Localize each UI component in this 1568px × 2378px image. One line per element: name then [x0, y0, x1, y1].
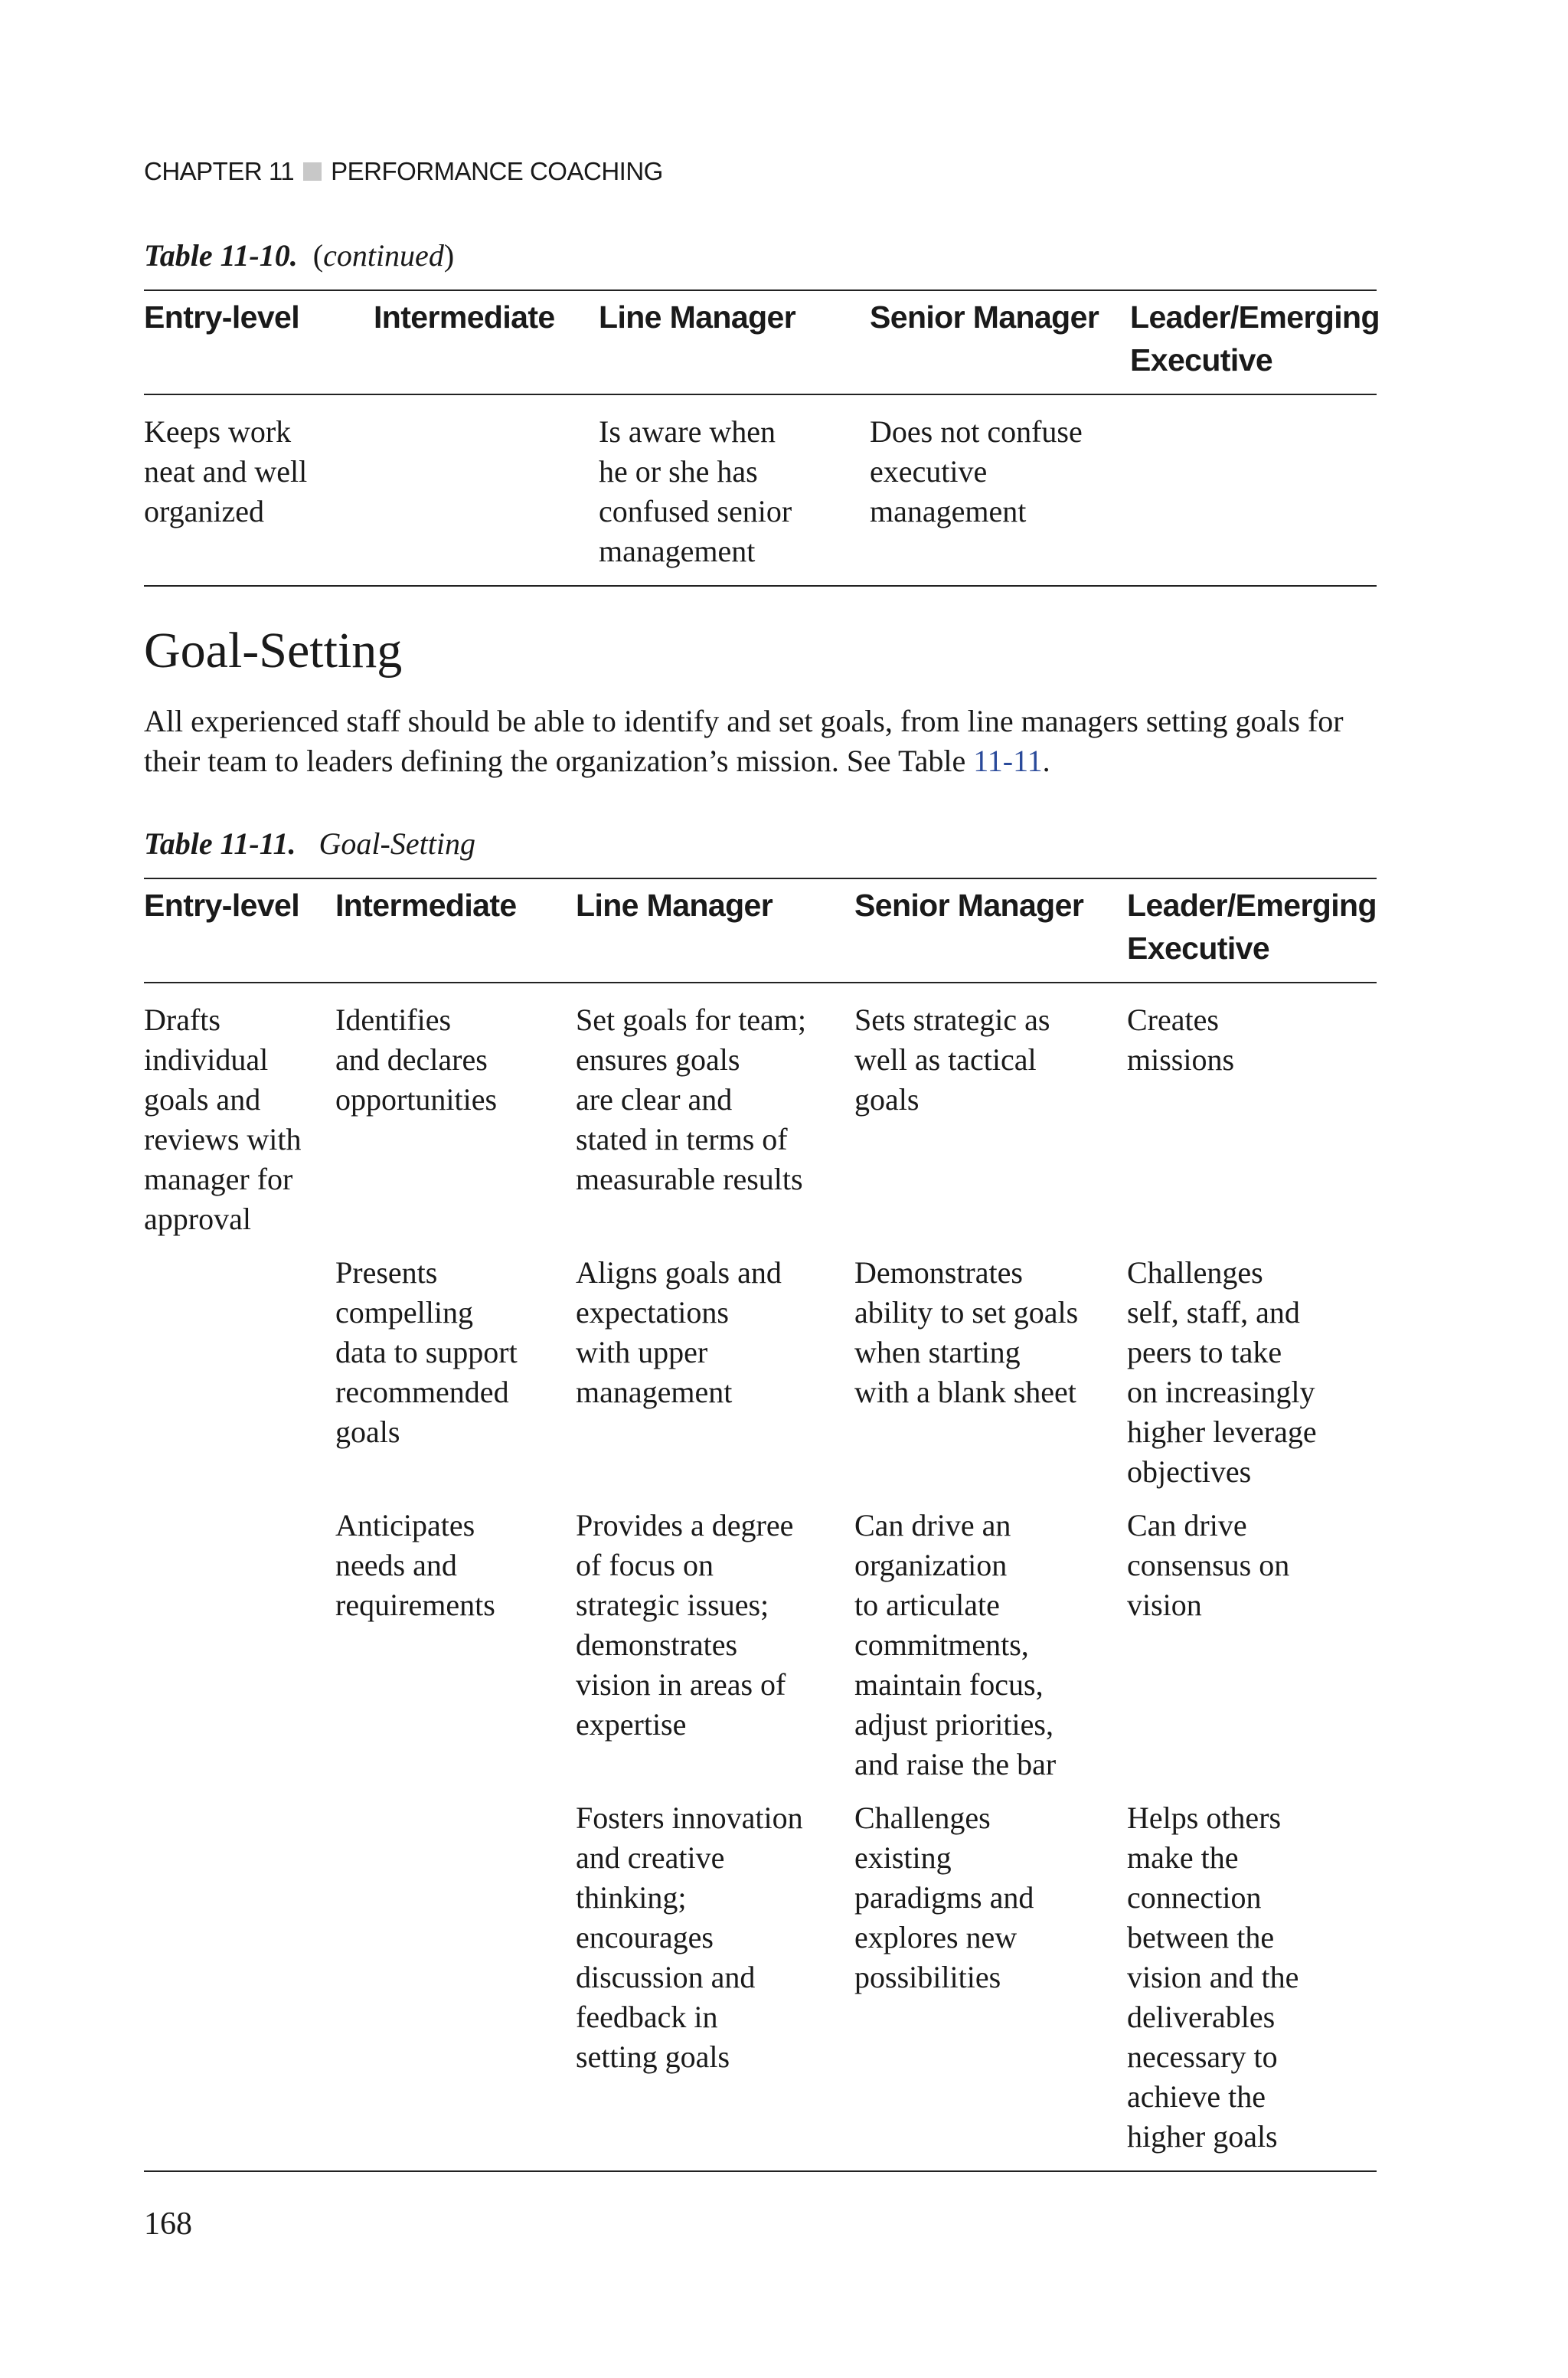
cell-text-line: Keeps work — [144, 414, 292, 449]
table-cell — [1130, 394, 1377, 586]
cell-text-line: explores new — [854, 1920, 1018, 1954]
table-11-11 — [144, 878, 1377, 2172]
intro-paragraph — [144, 702, 1384, 781]
table-cell — [576, 1798, 854, 2171]
cell-text-line: Provides a degree — [576, 1508, 794, 1542]
cell-text-line: confused senior — [599, 494, 792, 528]
table-cell — [335, 1798, 576, 2171]
table-cell — [374, 394, 599, 586]
cell-text-line: higher leverage — [1127, 1415, 1317, 1449]
table-cell — [1127, 1798, 1377, 2171]
page-number: 168 — [144, 2206, 192, 2242]
column-header: Leader/Emerging Executive — [1127, 878, 1377, 983]
cell-text-line: existing — [854, 1840, 952, 1875]
table-cell — [144, 1506, 335, 1798]
cell-text-line: between the — [1127, 1920, 1275, 1954]
cell-text-line: Challenges — [854, 1801, 991, 1835]
table-body — [144, 983, 1377, 2171]
table-cell — [144, 1253, 335, 1506]
running-header — [144, 157, 663, 186]
cell-text-line: Does not confuse — [870, 414, 1083, 449]
column-header: Leader/Emerging Executive — [1130, 290, 1377, 394]
table-row — [144, 1253, 1377, 1506]
cell-text-line: Identifies — [335, 1003, 452, 1037]
cell-text-line: manager for — [144, 1162, 293, 1196]
table-cell — [144, 394, 374, 586]
cell-text-line: data to support — [335, 1335, 518, 1369]
cell-text-line: to articulate — [854, 1588, 1000, 1622]
cell-text-line: deliverables — [1127, 2000, 1276, 2034]
caption-text: continued — [323, 238, 444, 273]
caption-text: Goal-Setting — [318, 826, 475, 861]
table-cell — [144, 983, 335, 1253]
chapter-title: PERFORMANCE COACHING — [331, 157, 663, 185]
cell-text-line: well as tactical — [854, 1042, 1037, 1077]
table-cell — [576, 1253, 854, 1506]
section-heading: Goal-Setting — [144, 623, 403, 679]
cell-text-line: feedback in — [576, 2000, 718, 2034]
table-cell — [854, 1798, 1127, 2171]
cell-text-line: Can drive — [1127, 1508, 1247, 1542]
cell-text-line: encourages — [576, 1920, 714, 1954]
cell-text-line: reviews with — [144, 1122, 302, 1156]
table-row — [144, 1506, 1377, 1798]
cell-text-line: with a blank sheet — [854, 1375, 1076, 1409]
intro-end: . — [1042, 744, 1050, 778]
cell-text-line: commitments, — [854, 1627, 1029, 1662]
cell-text-line: Anticipates — [335, 1508, 475, 1542]
cell-text-line: demonstrates — [576, 1627, 738, 1662]
cell-text-line: vision in areas of — [576, 1667, 786, 1702]
caption-label: Table 11-11. — [144, 826, 296, 861]
table-cell — [599, 394, 870, 586]
cell-text-line: individual — [144, 1042, 269, 1077]
table-11-11-caption — [144, 826, 475, 862]
cell-text-line: recommended — [335, 1375, 509, 1409]
cell-text-line: of focus on — [576, 1548, 714, 1582]
cell-text-line: on increasingly — [1127, 1375, 1315, 1409]
cell-text-line: organized — [144, 494, 264, 528]
table-cell — [854, 1506, 1127, 1798]
cell-text-line: Presents — [335, 1255, 438, 1290]
cell-text-line: Can drive an — [854, 1508, 1011, 1542]
table-cell — [1127, 1506, 1377, 1798]
cell-text-line: expertise — [576, 1707, 687, 1742]
cell-text-line: opportunities — [335, 1082, 498, 1117]
caption-label: Table 11-10. — [144, 238, 298, 273]
table-11-10 — [144, 289, 1380, 587]
cell-text-line: management — [599, 534, 756, 568]
cell-text-line: Aligns goals and — [576, 1255, 782, 1290]
cell-text-line: with upper — [576, 1335, 708, 1369]
cell-text-line: are clear and — [576, 1082, 733, 1117]
table-cell — [854, 983, 1127, 1253]
table-row — [144, 983, 1377, 1253]
table-cell — [870, 394, 1130, 586]
cell-text-line: goals — [854, 1082, 920, 1117]
cell-text-line: vision — [1127, 1588, 1202, 1622]
table-cell — [854, 1253, 1127, 1506]
cell-text-line: Is aware when — [599, 414, 776, 449]
cell-text-line: vision and the — [1127, 1960, 1299, 1994]
cell-text-line: stated in terms of — [576, 1122, 788, 1156]
cell-text-line: Sets strategic as — [854, 1003, 1050, 1037]
cell-text-line: Demonstrates — [854, 1255, 1023, 1290]
table-body — [144, 394, 1377, 586]
cell-text-line: management — [870, 494, 1027, 528]
cell-text-line: goals and — [144, 1082, 261, 1117]
table-header-row — [144, 878, 1377, 983]
cell-text-line: achieve the — [1127, 2079, 1266, 2114]
table-11-10-caption: Table 11-10. (continued) — [144, 238, 455, 273]
cell-text-line: and raise the bar — [854, 1747, 1057, 1781]
cell-text-line: Helps others — [1127, 1801, 1282, 1835]
cell-text-line: executive — [870, 454, 988, 489]
cell-text-line: approval — [144, 1202, 251, 1236]
intro-text: All experienced staff should be able to identify and set goals, from line managers setting goals for their team to leaders defining the organization’s mission. See Table — [144, 704, 1344, 778]
cell-text-line: goals — [335, 1415, 400, 1449]
cell-text-line: Challenges — [1127, 1255, 1263, 1290]
cell-text-line: and creative — [576, 1840, 725, 1875]
table-cell — [576, 983, 854, 1253]
cell-text-line: necessary to — [1127, 2039, 1278, 2074]
column-header: Line Manager — [599, 290, 870, 394]
cell-text-line: Fosters innovation — [576, 1801, 803, 1835]
table-row — [144, 394, 1377, 586]
table-cell — [335, 1506, 576, 1798]
cell-text-line: when starting — [854, 1335, 1021, 1369]
cell-text-line: requirements — [335, 1588, 495, 1622]
table-cell — [1127, 1253, 1377, 1506]
cell-text-line: neat and well — [144, 454, 308, 489]
cell-text-line: setting goals — [576, 2039, 730, 2074]
table-cell — [576, 1506, 854, 1798]
cell-text-line: missions — [1127, 1042, 1235, 1077]
column-header: Entry-level — [144, 878, 335, 983]
column-header: Intermediate — [374, 290, 599, 394]
column-header: Entry-level — [144, 290, 374, 394]
cell-text-line: and declares — [335, 1042, 488, 1077]
cell-text-line: objectives — [1127, 1454, 1252, 1489]
column-header: Senior Manager — [854, 878, 1127, 983]
column-header: Line Manager — [576, 878, 854, 983]
cell-text-line: Drafts — [144, 1003, 220, 1037]
cell-text-line: adjust priorities, — [854, 1707, 1054, 1742]
cell-text-line: he or she has — [599, 454, 758, 489]
cell-text-line: management — [576, 1375, 733, 1409]
cell-text-line: organization — [854, 1548, 1008, 1582]
cell-text-line: possibilities — [854, 1960, 1001, 1994]
table-row — [144, 1798, 1377, 2171]
chapter-label: CHAPTER 11 — [144, 157, 295, 185]
table-cell — [144, 1798, 335, 2171]
cell-text-line: paradigms and — [854, 1880, 1034, 1915]
cell-text-line: consensus on — [1127, 1548, 1290, 1582]
cell-text-line: self, staff, and — [1127, 1295, 1300, 1330]
cell-text-line: expectations — [576, 1295, 729, 1330]
separator-square-icon — [303, 162, 322, 181]
table-reference-link[interactable]: 11-11 — [973, 744, 1043, 778]
table-header-row — [144, 290, 1377, 394]
table-cell — [1127, 983, 1377, 1253]
table-cell — [335, 983, 576, 1253]
cell-text-line: ability to set goals — [854, 1295, 1079, 1330]
cell-text-line: discussion and — [576, 1960, 756, 1994]
cell-text-line: needs and — [335, 1548, 457, 1582]
cell-text-line: higher goals — [1127, 2119, 1278, 2154]
cell-text-line: measurable results — [576, 1162, 803, 1196]
column-header: Senior Manager — [870, 290, 1130, 394]
cell-text-line: Set goals for team; — [576, 1003, 807, 1037]
cell-text-line: connection — [1127, 1880, 1262, 1915]
column-header: Intermediate — [335, 878, 576, 983]
cell-text-line: compelling — [335, 1295, 473, 1330]
cell-text-line: Creates — [1127, 1003, 1219, 1037]
table-cell — [335, 1253, 576, 1506]
cell-text-line: ensures goals — [576, 1042, 740, 1077]
cell-text-line: thinking; — [576, 1880, 687, 1915]
cell-text-line: peers to take — [1127, 1335, 1282, 1369]
cell-text-line: strategic issues; — [576, 1588, 769, 1622]
cell-text-line: maintain focus, — [854, 1667, 1044, 1702]
cell-text-line: make the — [1127, 1840, 1239, 1875]
